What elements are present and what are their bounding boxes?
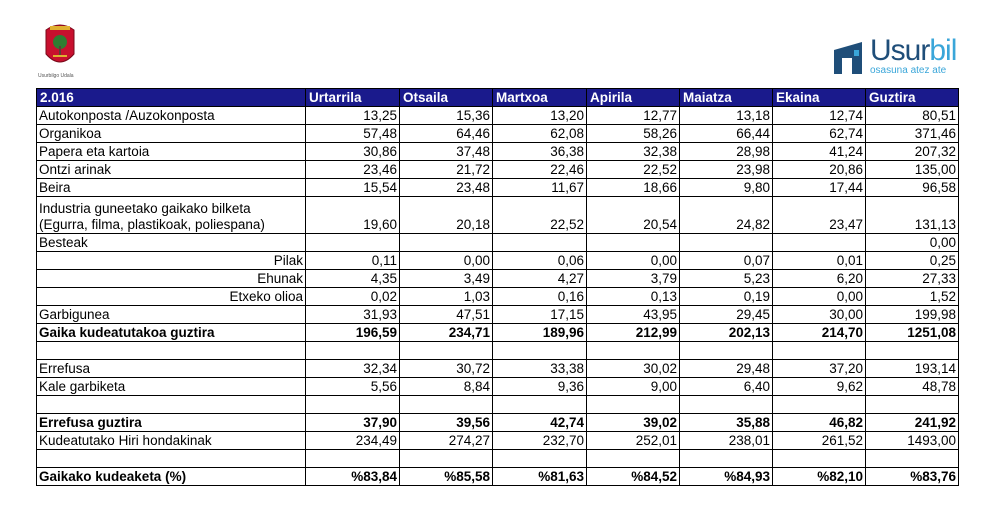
cell-total: 135,00: [866, 161, 959, 179]
cell-value: 37,90: [306, 414, 400, 432]
cell-value: 9,00: [587, 378, 680, 396]
cell-value: 8,84: [400, 378, 493, 396]
cell-value: 9,36: [493, 378, 587, 396]
cell-value: 252,01: [587, 432, 680, 450]
cell-total: 96,58: [866, 179, 959, 197]
row-label: Ehunak: [37, 270, 306, 288]
row-label: Kale garbiketa: [37, 378, 306, 396]
table-row: [37, 252, 959, 270]
cell-value: 37,20: [773, 360, 866, 378]
table-row: [37, 125, 959, 143]
cell-value: %85,58: [400, 468, 493, 486]
row-label: Autokonposta /Auzokonposta: [37, 107, 306, 125]
cell-value: 42,74: [493, 414, 587, 432]
cell-value: 238,01: [680, 432, 773, 450]
cell-value: 36,38: [493, 143, 587, 161]
cell-value: [306, 234, 400, 252]
cell-total: 199,98: [866, 306, 959, 324]
header-month: Maiatza: [680, 89, 773, 107]
waste-report-table: [36, 88, 959, 486]
table-row-total: [37, 414, 959, 432]
cell-value: 274,27: [400, 432, 493, 450]
cell-value: 234,71: [400, 324, 493, 342]
cell-value: 30,86: [306, 143, 400, 161]
cell-value: 22,52: [493, 197, 587, 234]
header-total: Guztira: [866, 89, 959, 107]
cell-value: %84,93: [680, 468, 773, 486]
table-row-blank: [37, 450, 959, 468]
table-row: [37, 360, 959, 378]
cell-value: [773, 234, 866, 252]
brand-name: Usurbil: [870, 34, 957, 67]
cell-value: 24,82: [680, 197, 773, 234]
cell-value: 5,56: [306, 378, 400, 396]
row-label: Beira: [37, 179, 306, 197]
cell-value: %83,84: [306, 468, 400, 486]
cell-value: 66,44: [680, 125, 773, 143]
cell-value: 11,67: [493, 179, 587, 197]
cell-value: 23,46: [306, 161, 400, 179]
cell-value: 202,13: [680, 324, 773, 342]
cell-value: 28,98: [680, 143, 773, 161]
cell-value: 13,20: [493, 107, 587, 125]
cell-value: 62,74: [773, 125, 866, 143]
cell-total: 1,52: [866, 288, 959, 306]
table-row: [37, 288, 959, 306]
row-label: Industria guneetako gaikako bilketa (Egurra, filma, plastikoak, poliespana): [37, 197, 306, 234]
cell-value: 232,70: [493, 432, 587, 450]
cell-value: 62,08: [493, 125, 587, 143]
header-year: 2.016: [37, 89, 306, 107]
cell-value: 0,19: [680, 288, 773, 306]
table-row: [37, 378, 959, 396]
header-month: Ekaina: [773, 89, 866, 107]
cell-value: 4,35: [306, 270, 400, 288]
cell-value: 32,34: [306, 360, 400, 378]
cell-total: %83,76: [866, 468, 959, 486]
table-row: [37, 161, 959, 179]
cell-value: 0,00: [773, 288, 866, 306]
cell-value: 15,54: [306, 179, 400, 197]
cell-total: 241,92: [866, 414, 959, 432]
cell-value: [680, 234, 773, 252]
table-row: [37, 179, 959, 197]
cell-value: 261,52: [773, 432, 866, 450]
cell-value: 35,88: [680, 414, 773, 432]
cell-value: 22,52: [587, 161, 680, 179]
cell-value: 3,49: [400, 270, 493, 288]
municipal-logo-caption: Usurbilgo Udala: [38, 73, 74, 79]
cell-total: 1251,08: [866, 324, 959, 342]
cell-value: 47,51: [400, 306, 493, 324]
row-label: Besteak: [37, 234, 306, 252]
table-row: [37, 432, 959, 450]
cell-value: [400, 234, 493, 252]
cell-value: 22,46: [493, 161, 587, 179]
cell-value: 12,74: [773, 107, 866, 125]
header-month: Otsaila: [400, 89, 493, 107]
cell-value: 3,79: [587, 270, 680, 288]
cell-value: 234,49: [306, 432, 400, 450]
cell-value: 20,18: [400, 197, 493, 234]
table-row: [37, 143, 959, 161]
header-month: Urtarrila: [306, 89, 400, 107]
cell-value: 0,01: [773, 252, 866, 270]
cell-value: 46,82: [773, 414, 866, 432]
cell-total: 80,51: [866, 107, 959, 125]
cell-value: 196,59: [306, 324, 400, 342]
row-label: Errefusa: [37, 360, 306, 378]
row-label: Garbigunea: [37, 306, 306, 324]
cell-total: 371,46: [866, 125, 959, 143]
table-row: [37, 197, 959, 234]
row-label: Pilak: [37, 252, 306, 270]
cell-value: 6,40: [680, 378, 773, 396]
cell-value: 39,02: [587, 414, 680, 432]
cell-value: 0,06: [493, 252, 587, 270]
cell-value: %81,63: [493, 468, 587, 486]
row-label: Errefusa guztira: [37, 414, 306, 432]
cell-value: %82,10: [773, 468, 866, 486]
cell-value: 31,93: [306, 306, 400, 324]
row-label: Etxeko olioa: [37, 288, 306, 306]
cell-value: 4,27: [493, 270, 587, 288]
table-row-blank: [37, 342, 959, 360]
cell-value: 29,48: [680, 360, 773, 378]
cell-value: 23,47: [773, 197, 866, 234]
cell-value: 12,77: [587, 107, 680, 125]
row-label: Organikoa: [37, 125, 306, 143]
usurbil-brand-logo: [832, 36, 962, 80]
cell-value: 5,23: [680, 270, 773, 288]
table-row: [37, 234, 959, 252]
cell-value: 0,11: [306, 252, 400, 270]
cell-value: 29,45: [680, 306, 773, 324]
table-row-blank: [37, 396, 959, 414]
cell-value: 0,02: [306, 288, 400, 306]
cell-total: 207,32: [866, 143, 959, 161]
cell-value: 33,38: [493, 360, 587, 378]
cell-value: 0,13: [587, 288, 680, 306]
cell-value: 9,62: [773, 378, 866, 396]
cell-value: [493, 234, 587, 252]
cell-value: 32,38: [587, 143, 680, 161]
cell-value: 30,00: [773, 306, 866, 324]
cell-value: 0,00: [587, 252, 680, 270]
brand-tagline: osasuna atez ate: [870, 65, 947, 76]
cell-value: 0,00: [400, 252, 493, 270]
cell-value: 64,46: [400, 125, 493, 143]
row-label: Gaikako kudeaketa (%): [37, 468, 306, 486]
cell-value: 20,54: [587, 197, 680, 234]
table-row: [37, 270, 959, 288]
cell-value: 6,20: [773, 270, 866, 288]
table-row-total: [37, 324, 959, 342]
cell-value: 21,72: [400, 161, 493, 179]
row-label: Papera eta kartoia: [37, 143, 306, 161]
cell-value: 39,56: [400, 414, 493, 432]
header-month: Martxoa: [493, 89, 587, 107]
cell-value: %84,52: [587, 468, 680, 486]
cell-value: 58,26: [587, 125, 680, 143]
cell-value: 1,03: [400, 288, 493, 306]
cell-value: 57,48: [306, 125, 400, 143]
cell-total: 48,78: [866, 378, 959, 396]
cell-value: 23,48: [400, 179, 493, 197]
cell-value: 15,36: [400, 107, 493, 125]
table-header-row: [37, 89, 959, 107]
cell-value: 43,95: [587, 306, 680, 324]
cell-value: 189,96: [493, 324, 587, 342]
row-label: Gaika kudeatutakoa guztira: [37, 324, 306, 342]
cell-value: 214,70: [773, 324, 866, 342]
cell-value: 13,25: [306, 107, 400, 125]
cell-value: 0,07: [680, 252, 773, 270]
row-label: Ontzi arinak: [37, 161, 306, 179]
cell-value: 23,98: [680, 161, 773, 179]
cell-value: 30,72: [400, 360, 493, 378]
cell-value: 13,18: [680, 107, 773, 125]
cell-value: 41,24: [773, 143, 866, 161]
cell-value: 17,44: [773, 179, 866, 197]
cell-value: 37,48: [400, 143, 493, 161]
cell-value: 9,80: [680, 179, 773, 197]
cell-total: 1493,00: [866, 432, 959, 450]
table-row: [37, 306, 959, 324]
cell-total: 27,33: [866, 270, 959, 288]
cell-value: 20,86: [773, 161, 866, 179]
cell-value: [587, 234, 680, 252]
cell-value: 17,15: [493, 306, 587, 324]
row-label: Kudeatutako Hiri hondakinak: [37, 432, 306, 450]
cell-value: 0,16: [493, 288, 587, 306]
header-month: Apirila: [587, 89, 680, 107]
cell-total: 0,00: [866, 234, 959, 252]
cell-total: 0,25: [866, 252, 959, 270]
cell-total: 193,14: [866, 360, 959, 378]
cell-total: 131,13: [866, 197, 959, 234]
cell-value: 19,60: [306, 197, 400, 234]
cell-value: 18,66: [587, 179, 680, 197]
house-icon: [832, 40, 866, 76]
table-row: [37, 107, 959, 125]
cell-value: 30,02: [587, 360, 680, 378]
cell-value: 212,99: [587, 324, 680, 342]
table-row-total: [37, 468, 959, 486]
